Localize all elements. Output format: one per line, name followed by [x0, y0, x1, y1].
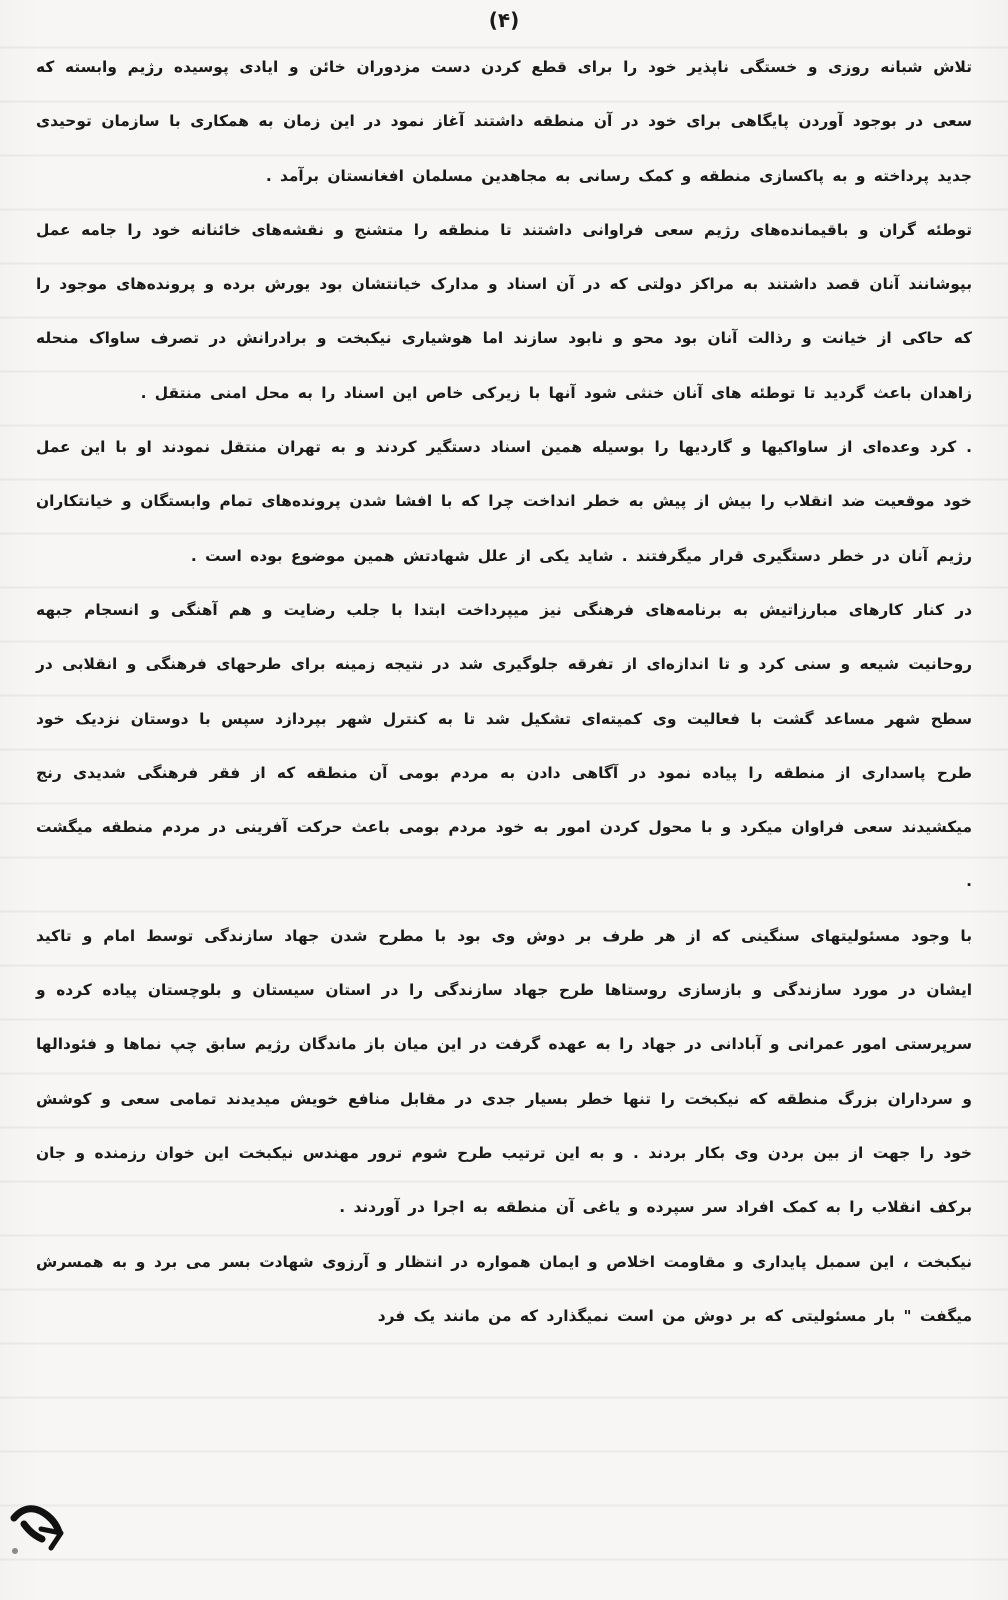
scan-dot	[12, 1548, 18, 1554]
body-text	[36, 40, 972, 1343]
paragraph: تلاش شبانه روزی و خستگی ناپذیر خود را برای قطع کردن دست مزدوران خائن و ایادی پوسیده رژیم وابسته که سعی در بوجود آوردن پایگاهی برای خود در آن منطقه داشتند آغاز نمود در این زمان به همکاری با سازمان توحیدی جدید پرداخته و به پاکسازی منطقه و کمک رسانی به مجاهدین مسلمان افغانستان برآمد .	[36, 58, 972, 185]
paragraph: نیکبخت ، این سمبل پایداری و مقاومت اخلاص و ایمان همواره در انتظار و آرزوی شهادت بسر می برد و به همسرش میگفت " بار مسئولیتی که بر دوش من است نمیگذارد که من مانند یک فرد	[36, 1252, 972, 1325]
paragraph: در کنار کارهای مبارزاتیش به برنامه‌های فرهنگی نیز میپرداخت ابتدا با جلب رضایت و هم آهنگی و انسجام جبهه روحانیت شیعه و سنی کرد و تا اندازه‌ای از تفرقه جلوگیری شد در نتیجه زمینه برای طرحهای فرهنگی و انقلابی در سطح شهر مساعد گشت با فعالیت وی کمیته‌ای تشکیل شد تا به کنترل شهر بپردازد سپس با دوستان نزدیک خود طرح پاسداری از منطقه را پیاده نمود در آگاهی دادن به مردم بومی آن منطقه که از فقر فرهنگی شدیدی رنج میکشیدند سعی فراوان میکرد و با محول کردن امور به خود مردم بومی باعث حرکت آفرینی در مردم منطقه میگشت .	[36, 600, 972, 891]
page-number: (۴)	[488, 8, 520, 32]
paragraph: توطئه گران و باقیمانده‌های رژیم سعی فراوانی داشتند تا منطقه را متشنج و نقشه‌های خائنانه خود را جامه عمل بپوشانند آنان قصد داشتند به مراکز دولتی که در آن اسناد و مدارک خیانتشان بود یورش برده و پرونده‌های موجود را که حاکی از خیانت و رذالت آنان بود محو و نابود سازند اما هوشیاری نیکبخت و برادرانش در تصرف ساواک منحله زاهدان باعث گردید تا توطئه های آنان خنثی شود آنها با زیرکی خاص این اسناد را به محل امنی منتقل .	[36, 220, 972, 402]
paragraph: با وجود مسئولیتهای سنگینی که از هر طرف بر دوش وی بود با مطرح شدن جهاد سازندگی توسط امام و تاکید ایشان در مورد سازندگی و بازسازی روستاها طرح جهاد سازندگی را در استان سیستان و بلوچستان پیاده کرده و سرپرستی امور عمرانی و آبادانی در جهاد را به عهده گرفت در این میان باز ماندگان رژیم سابق چپ نماها و فئودالها و سرداران بزرگ منطقه که نیکبخت را تنها خطر بسیار جدی در مقابل منافع خویش میدیدند تمامی سعی و کوشش خود را جهت از بین بردن وی بکار بردند . و به این ترتیب طرح شوم ترور مهندس نیکبخت این خوان رزمنده و جان برکف انقلاب را به کمک افراد سر سپرده و یاغی آن منطقه به اجرا در آوردند .	[36, 926, 972, 1217]
paragraph: . کرد وعده‌ای از ساواکیها و گاردیها را بوسیله همین اسناد دستگیر کردند و به تهران منتقل نمودند او با این عمل خود موقعیت ضد انقلاب را بیش از پیش به خطر انداخت چرا که با افشا شدن پرونده‌های تمام وابستگان و خیانتکاران رژیم آنان در خطر دستگیری قرار میگرفتند . شاید یکی از علل شهادتش همین موضوع بوده است .	[36, 438, 972, 565]
